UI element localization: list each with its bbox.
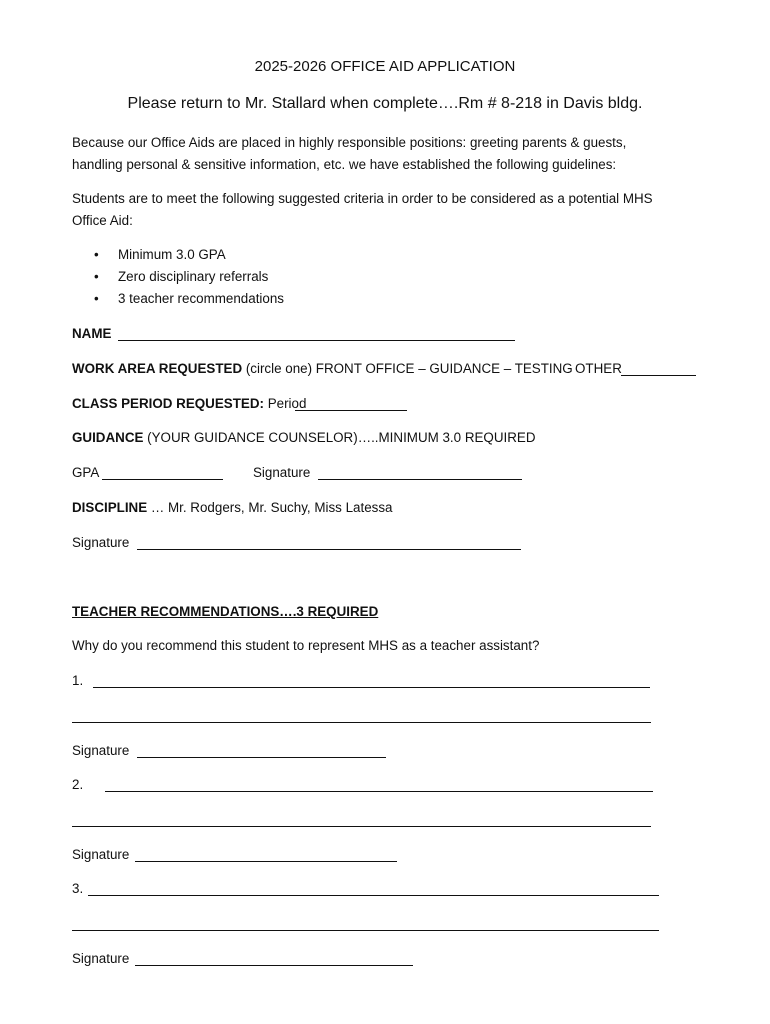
criteria-intro-line-1: Students are to meet the following suggested criteria in order to be considered as a potential MHS xyxy=(72,191,653,206)
work-area-row xyxy=(72,358,573,380)
class-period-label: CLASS PERIOD REQUESTED: xyxy=(72,396,264,411)
recommendation-1-line-1[interactable] xyxy=(93,687,650,688)
criteria-list xyxy=(72,244,284,310)
criteria-intro-line-2: Office Aid: xyxy=(72,213,133,228)
recommendation-1-signature-label: Signature xyxy=(72,743,130,758)
recommendation-3-signature-label: Signature xyxy=(72,951,130,966)
recommendation-1-number: 1. xyxy=(72,673,84,688)
guidance-requirement: (YOUR GUIDANCE COUNSELOR)…..MINIMUM 3.0 REQUIRED xyxy=(143,430,536,445)
criteria-item-recommendations: • 3 teacher recommendations xyxy=(72,288,284,310)
discipline-signature-field[interactable] xyxy=(137,549,521,550)
name-field[interactable] xyxy=(118,340,515,341)
work-area-label: WORK AREA REQUESTED xyxy=(72,361,243,376)
guidance-label: GUIDANCE xyxy=(72,430,144,445)
intro-line-1: Because our Office Aids are placed in highly responsible positions: greeting parents & guests, xyxy=(72,135,627,150)
recommendation-3-line-2[interactable] xyxy=(72,930,659,931)
work-area-other-field[interactable] xyxy=(621,375,696,376)
recommendation-2-line-2[interactable] xyxy=(72,826,651,827)
discipline-label: DISCIPLINE xyxy=(72,500,148,515)
discipline-contacts: … Mr. Rodgers, Mr. Suchy, Miss Latessa xyxy=(147,500,393,515)
recommendation-1-signature-field[interactable] xyxy=(137,757,386,758)
discipline-row xyxy=(72,497,392,519)
form-title: 2025-2026 OFFICE AID APPLICATION xyxy=(254,58,516,75)
guidance-signature-field[interactable] xyxy=(318,479,522,480)
criteria-item-gpa: • Minimum 3.0 GPA xyxy=(72,244,284,266)
intro-line-2: handling personal & sensitive information, etc. we have established the following guidelines: xyxy=(72,157,617,172)
recommendation-2-signature-label: Signature xyxy=(72,847,130,862)
name-label: NAME xyxy=(72,326,112,341)
teacher-recommendations-heading: TEACHER RECOMMENDATIONS….3 REQUIRED xyxy=(72,604,379,619)
gpa-field[interactable] xyxy=(102,479,223,480)
recommendation-2-line-1[interactable] xyxy=(105,791,653,792)
recommendation-3-number: 3. xyxy=(72,881,84,896)
recommendation-2-number: 2. xyxy=(72,777,84,792)
guidance-signature-label: Signature xyxy=(253,465,311,480)
period-field[interactable] xyxy=(295,410,407,411)
recommendation-2-signature-field[interactable] xyxy=(135,861,397,862)
recommendation-3-signature-field[interactable] xyxy=(135,965,413,966)
guidance-row xyxy=(72,427,536,449)
work-area-options: (circle one) FRONT OFFICE – GUIDANCE – TESTING xyxy=(242,361,573,376)
class-period-row xyxy=(72,393,306,415)
recommendation-1-line-2[interactable] xyxy=(72,722,651,723)
work-area-other-label: OTHER xyxy=(575,361,622,376)
recommendation-3-line-1[interactable] xyxy=(88,895,659,896)
discipline-signature-label: Signature xyxy=(72,535,130,550)
gpa-label: GPA xyxy=(72,465,100,480)
recommendation-question: Why do you recommend this student to represent MHS as a teacher assistant? xyxy=(72,638,540,653)
criteria-item-referrals: • Zero disciplinary referrals xyxy=(72,266,284,288)
period-label: Period xyxy=(263,396,307,411)
return-instructions: Please return to Mr. Stallard when complete….Rm # 8-218 in Davis bldg. xyxy=(127,95,643,112)
